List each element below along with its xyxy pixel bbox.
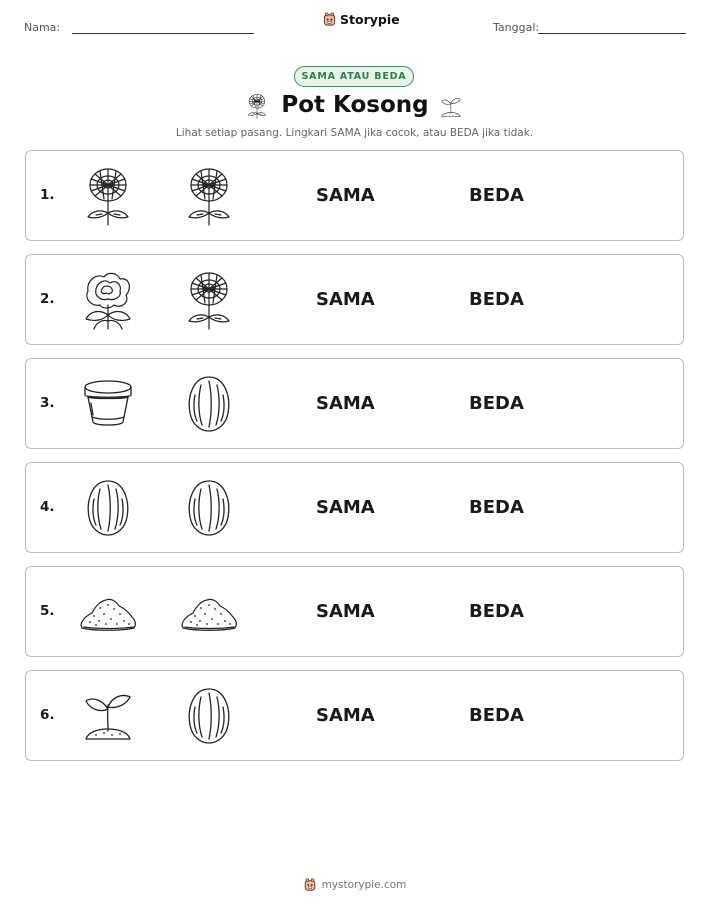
question-number: 3. — [40, 395, 55, 411]
storypie-logo-icon — [322, 12, 337, 27]
same-option[interactable]: SAMA — [316, 185, 375, 206]
date-label: Tanggal: — [493, 21, 540, 34]
question-number: 6. — [40, 707, 55, 723]
question-row-3 — [25, 358, 684, 449]
soil-pile-icon — [179, 581, 239, 643]
seed-icon — [179, 477, 239, 539]
chrysanthemum-icon — [78, 165, 138, 227]
different-option[interactable]: BEDA — [469, 497, 524, 518]
chrysanthemum-icon — [179, 165, 239, 227]
seed-icon — [78, 477, 138, 539]
name-label: Nama: — [24, 21, 61, 34]
activity-badge: SAMA ATAU BEDA — [294, 66, 414, 87]
seed-icon — [179, 373, 239, 435]
question-number: 5. — [40, 603, 55, 619]
question-row-4 — [25, 462, 684, 553]
question-row-6 — [25, 670, 684, 761]
same-option[interactable]: SAMA — [316, 497, 375, 518]
name-field[interactable] — [72, 33, 254, 34]
footer — [0, 878, 709, 892]
sprout-icon — [78, 685, 138, 747]
page-title: Pot Kosong — [281, 92, 429, 118]
different-option[interactable]: BEDA — [469, 393, 524, 414]
question-row-1 — [25, 150, 684, 241]
different-option[interactable]: BEDA — [469, 185, 524, 206]
brand-logo — [322, 12, 400, 27]
same-option[interactable]: SAMA — [316, 705, 375, 726]
different-option[interactable]: BEDA — [469, 705, 524, 726]
question-number: 4. — [40, 499, 55, 515]
storypie-logo-icon — [303, 878, 317, 892]
date-field[interactable] — [538, 33, 686, 34]
different-option[interactable]: BEDA — [469, 289, 524, 310]
same-option[interactable]: SAMA — [316, 393, 375, 414]
brand-name: Storypie — [340, 12, 400, 27]
pot-icon — [78, 373, 138, 435]
same-option[interactable]: SAMA — [316, 601, 375, 622]
question-number: 2. — [40, 291, 55, 307]
seed-icon — [179, 685, 239, 747]
question-row-2 — [25, 254, 684, 345]
same-option[interactable]: SAMA — [316, 289, 375, 310]
different-option[interactable]: BEDA — [469, 601, 524, 622]
instructions: Lihat setiap pasang. Lingkari SAMA jika cocok, atau BEDA jika tidak. — [175, 127, 534, 139]
title-sprout-icon — [438, 94, 464, 120]
question-number: 1. — [40, 187, 55, 203]
footer-url: mystorypie.com — [321, 879, 407, 891]
soil-pile-icon — [78, 581, 138, 643]
chrysanthemum-icon — [179, 269, 239, 331]
question-row-5 — [25, 566, 684, 657]
peony-icon — [78, 269, 138, 331]
